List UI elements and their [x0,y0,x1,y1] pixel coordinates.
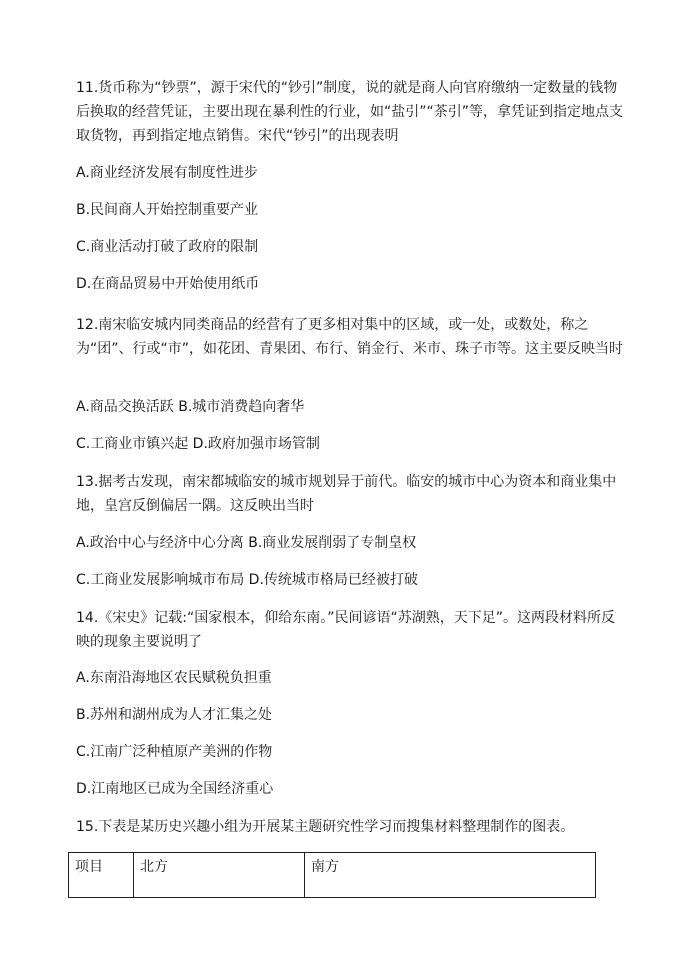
question-11-option-b: B.民间商人开始控制重要产业 [76,202,259,218]
question-14-option-b: B.苏州和湖州成为人才汇集之处 [76,707,273,723]
question-11-option-a: A.商业经济发展有制度性进步 [76,165,258,181]
question-11-option-c: C.商业活动打破了政府的限制 [76,239,259,255]
question-14-stem: 14.《宋史》记载:“国家根本，仰给东南。”民间谚语“苏湖熟，天下足”。这两段材料所反映的现象主要说明了 [76,610,615,650]
table-header-cell: 北方 [134,853,305,898]
question-13-options-ab: A.政治中心与经济中心分离 B.商业发展削弱了专制皇权 [76,535,417,551]
question-12-stem: 12.南宋临安城内同类商品的经营有了更多相对集中的区域，或一处，或数处，称之为“团”、行或“市”，如花团、青果团、布行、销金行、米市、珠子市等。这主要反映当时 [76,317,624,357]
question-12-options-cd: C.工商业市镇兴起 D.政府加强市场管制 [76,436,320,452]
question-13-options-cd: C.工商业发展影响城市布局 D.传统城市格局已经被打破 [76,572,418,588]
question-11-stem: 11.货币称为“钞票”，源于宋代的“钞引”制度，说的就是商人向官府缴纳一定数量的钱物后换取的经营凭证，主要出现在暴利性的行业，如“盐引”“茶引”等，拿凭证到指定地点支取货物，再到指定地点销售。宋代“钞引”的出现表明 [76,80,624,144]
question-15-stem: 15.下表是某历史兴趣小组为开展某主题研究性学习而搜集材料整理制作的图表。 [76,819,575,835]
question-14-option-d: D.江南地区已成为全国经济重心 [76,781,274,797]
question-15-table [68,852,596,898]
table-header-row [69,853,596,898]
table-header-cell: 南方 [305,853,596,898]
question-11-option-d: D.在商品贸易中开始使用纸币 [76,276,260,292]
question-12-options-ab: A.商品交换活跃 B.城市消费趋向奢华 [76,399,305,415]
question-13-stem: 13.据考古发现，南宋都城临安的城市规划异于前代。临安的城市中心为资本和商业集中地，皇宫反倒偏居一隅。这反映出当时 [76,474,617,514]
table-header-cell: 项目 [69,853,134,898]
question-14-option-c: C.江南广泛种植原产美洲的作物 [76,744,273,760]
question-14-option-a: A.东南沿海地区农民赋税负担重 [76,670,272,686]
